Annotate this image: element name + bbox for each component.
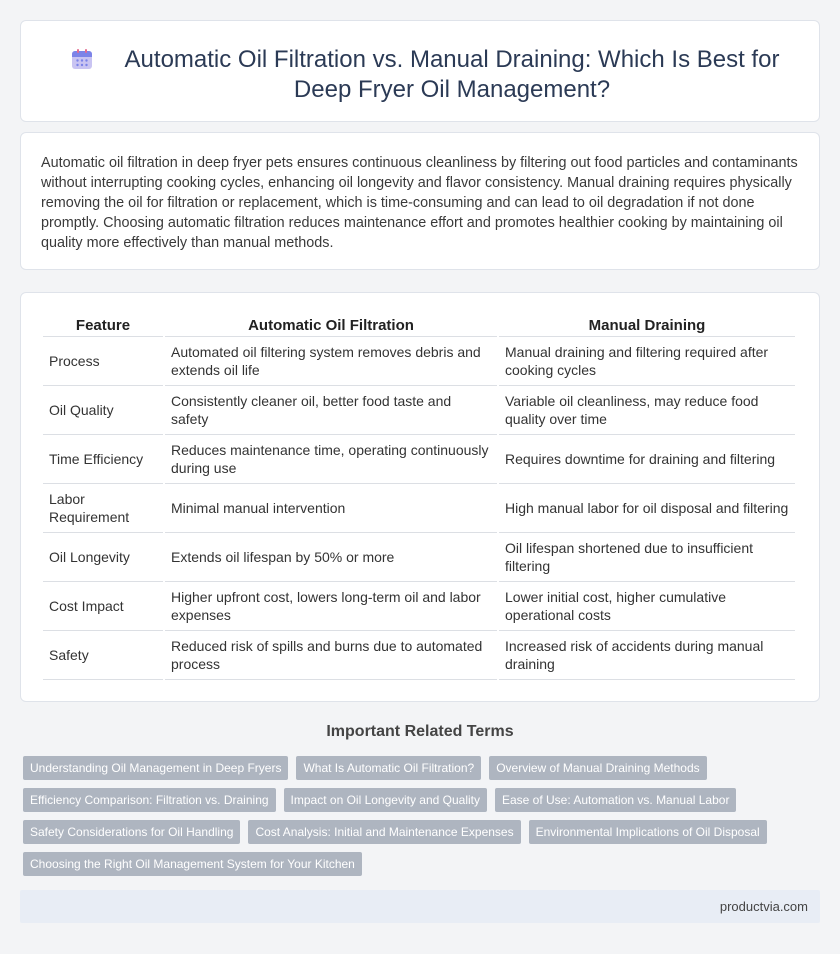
title-card [20, 20, 820, 122]
automatic-cell: Automated oil filtering system removes debris and extends oil life [165, 337, 497, 386]
table-row [43, 533, 795, 582]
related-term-tag[interactable]: Choosing the Right Oil Management System for Your Kitchen [23, 852, 362, 876]
feature-cell: Time Efficiency [43, 435, 163, 484]
feature-cell: Process [43, 337, 163, 386]
title-wrap [71, 45, 789, 105]
automatic-cell: Reduces maintenance time, operating continuously during use [165, 435, 497, 484]
manual-cell: High manual labor for oil disposal and filtering [499, 484, 795, 533]
header-feature: Feature [43, 313, 163, 337]
table-row [43, 582, 795, 631]
feature-cell: Oil Longevity [43, 533, 163, 582]
calendar-icon [71, 48, 93, 70]
related-term-tag[interactable]: Impact on Oil Longevity and Quality [284, 788, 487, 812]
comparison-table [41, 313, 797, 680]
feature-cell: Safety [43, 631, 163, 680]
related-term-tag[interactable]: Cost Analysis: Initial and Maintenance Expenses [248, 820, 520, 844]
table-row [43, 631, 795, 680]
comparison-table-card [20, 292, 820, 702]
footer [20, 890, 820, 923]
related-term-tag[interactable]: Environmental Implications of Oil Disposal [529, 820, 767, 844]
table-header-row [43, 313, 795, 337]
intro-card [20, 132, 820, 270]
related-term-tag[interactable]: Ease of Use: Automation vs. Manual Labor [495, 788, 736, 812]
header-manual: Manual Draining [499, 313, 795, 337]
related-term-tag[interactable]: Efficiency Comparison: Filtration vs. Draining [23, 788, 276, 812]
manual-cell: Variable oil cleanliness, may reduce food quality over time [499, 386, 795, 435]
related-term-tag[interactable]: Overview of Manual Draining Methods [489, 756, 706, 780]
page-title: Automatic Oil Filtration vs. Manual Draining: Which Is Best for Deep Fryer Oil Management? [124, 46, 780, 103]
related-term-tag[interactable]: Understanding Oil Management in Deep Fryers [23, 756, 288, 780]
header-automatic: Automatic Oil Filtration [165, 313, 497, 337]
table-row [43, 435, 795, 484]
automatic-cell: Higher upfront cost, lowers long-term oil and labor expenses [165, 582, 497, 631]
table-row [43, 337, 795, 386]
automatic-cell: Reduced risk of spills and burns due to automated process [165, 631, 497, 680]
manual-cell: Manual draining and filtering required after cooking cycles [499, 337, 795, 386]
related-term-tag[interactable]: What Is Automatic Oil Filtration? [296, 756, 481, 780]
manual-cell: Increased risk of accidents during manual draining [499, 631, 795, 680]
feature-cell: Labor Requirement [43, 484, 163, 533]
related-terms-list [23, 756, 803, 876]
feature-cell: Cost Impact [43, 582, 163, 631]
feature-cell: Oil Quality [43, 386, 163, 435]
footer-site-link[interactable]: productvia.com [719, 899, 808, 914]
automatic-cell: Minimal manual intervention [165, 484, 497, 533]
intro-paragraph: Automatic oil filtration in deep fryer pets ensures continuous cleanliness by filtering out food particles and contaminants without interrupting cooking cycles, enhancing oil longevity and flavor consistency. Manual draining requires physically removing the oil for filtration or replacement, which is time-consuming and can lead to oil degradation if not done promptly. Choosing automatic filtration reduces maintenance effort and promotes healthier cooking by maintaining oil quality more effectively than manual methods. [41, 155, 798, 251]
manual-cell: Lower initial cost, higher cumulative operational costs [499, 582, 795, 631]
automatic-cell: Extends oil lifespan by 50% or more [165, 533, 497, 582]
manual-cell: Requires downtime for draining and filtering [499, 435, 795, 484]
automatic-cell: Consistently cleaner oil, better food taste and safety [165, 386, 497, 435]
related-term-tag[interactable]: Safety Considerations for Oil Handling [23, 820, 240, 844]
manual-cell: Oil lifespan shortened due to insufficient filtering [499, 533, 795, 582]
table-row [43, 386, 795, 435]
related-terms-title: Important Related Terms [326, 723, 514, 740]
table-row [43, 484, 795, 533]
